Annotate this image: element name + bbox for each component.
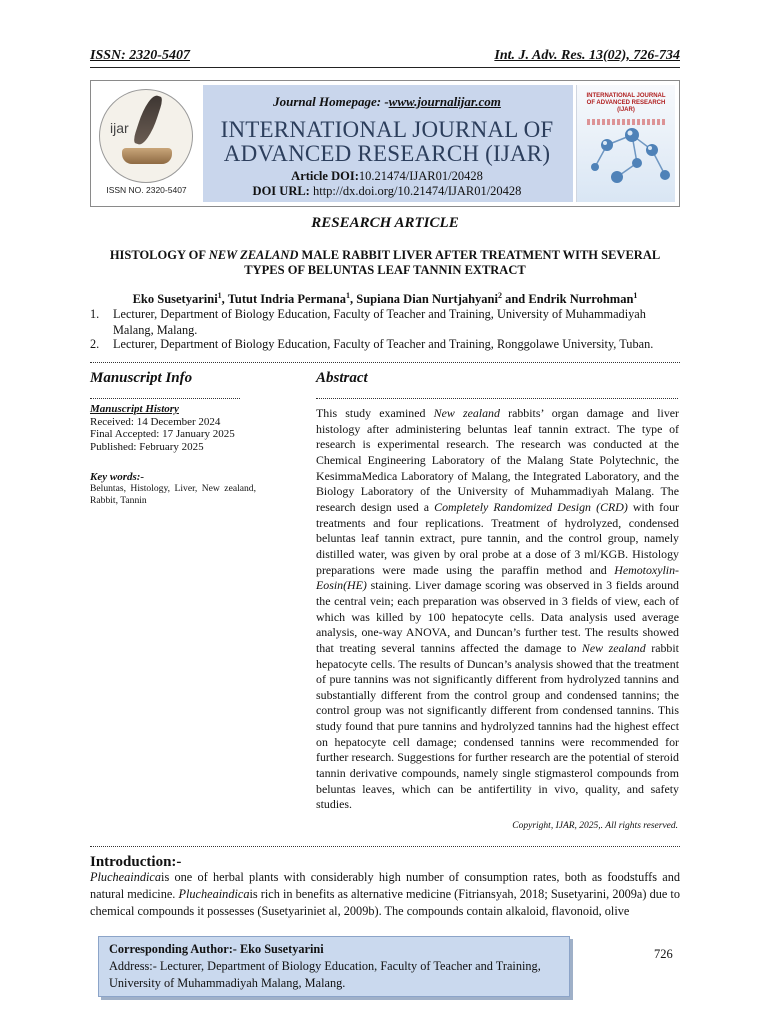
affiliation-text: Lecturer, Department of Biology Education, Faculty of Teacher and Training, Ronggolawe University, Tuban. bbox=[113, 337, 654, 351]
author: Endrik Nurrohman$^1$ bbox=[528, 291, 638, 307]
affiliation-text: Lecturer, Department of Biology Education, Faculty of Teacher and Training, University of Muhammadiyah Malang, Malang. bbox=[113, 307, 646, 337]
author: Tutut Indria Permana$^1$, bbox=[227, 291, 357, 307]
doi-label: Article DOI: bbox=[291, 169, 359, 183]
abstract-text: This study examined New zealand rabbits’ organ damage and liver histology after administering beluntas leaf tannin extract. The type of research is experimental research. The research was conducted at the Chemical Engineering Laboratory of the Malang State Polytechnic, the KesimmaMedica Laboratory of Malang, the Integrated Laboratory, and the Biology Laboratory of the University of Muhammadiyah Malang. The research design used a Completely Randomized Design (CRD) with four treatments and four replications. Treatment of hydrolyzed, condensed beluntas leaf tannin extract, pure tannin, and the control group, namely distilled water, was given by oral probe at a dose of 3 ml/KGB. Histology preparations were made using the paraffin method and Hemotoxylin-Eosin(HE) staining. Liver damage scoring was observed in 3 fields around the central vein; each preparation was observed in 3 fields of view, each of which was killed by 100 hepatocyte cells. Data analysis used average analysis, one-way ANOVA, and Duncan’s further test. The results showed that treating several tannins affected the damage to New zealand rabbit hepatocyte cells. The results of Duncan’s analysis showed that the treatment of pure tannins was not significantly different from hydrolyzed tannins and substantially different from the control group and condensed tannins; the control group was not significantly different from condensed tannins. This study found that pure tannins and hydrolyzed tannins had the highest effect on hepatocyte cell damage; condensed tannins were recommended for further research. Suggestions for further research are the potential of steroid tannin derivative compounds, namely single stigmasterol compounds from beluntas leaves, which can be antifertility in vivo, quality, and safety studies. bbox=[316, 406, 680, 812]
introduction-text: Plucheaindicais one of herbal plants with considerably high number of consumption rates, both as foodstuffs and natural medicine. Plucheaindicais rich in benefits as alternative medicine (Fitriansyah, 2018; Susetyarini, 2009a) due to chemical compounds it possesses (Susetyariniet al, 2009b). The compounds contain alkaloid, flavonoid, olive bbox=[90, 870, 680, 919]
keywords-heading: Key words:- bbox=[90, 471, 145, 483]
accepted-date: Final Accepted: 17 January 2025 bbox=[90, 428, 235, 440]
title-italic: NEW ZEALAND bbox=[208, 248, 299, 262]
journal-title-line2: ADVANCED RESEARCH (IJAR) bbox=[223, 141, 551, 166]
homepage-link[interactable]: www.journalijar.com bbox=[388, 94, 501, 109]
manuscript-info-heading: Manuscript Info bbox=[90, 370, 193, 386]
corresponding-author-heading: Corresponding Author:- Eko Susetyarini bbox=[109, 942, 324, 956]
molecule-graphic bbox=[577, 85, 675, 202]
book-icon bbox=[122, 148, 172, 164]
manuscript-history bbox=[90, 403, 260, 453]
abstract-heading: Abstract bbox=[316, 370, 368, 386]
author-list bbox=[90, 291, 680, 307]
homepage-label: Journal Homepage: - bbox=[273, 94, 389, 109]
cover-title: INTERNATIONAL JOURNAL OF ADVANCED RESEARCH (IJAR) bbox=[586, 93, 666, 113]
header-rule bbox=[90, 67, 680, 68]
corresponding-author-address: Address:- Lecturer, Department of Biology Education, Faculty of Teacher and Training, University of Muhammadiyah Malang, Malang. bbox=[109, 959, 541, 990]
journal-homepage bbox=[202, 94, 572, 110]
abstract-divider bbox=[316, 398, 678, 400]
logo-text: ijar bbox=[110, 120, 129, 136]
journal-cover-thumbnail bbox=[576, 85, 675, 202]
affiliation-number: 1. bbox=[90, 307, 100, 321]
keywords-block bbox=[90, 471, 256, 507]
copyright-notice: Copyright, IJAR, 2025,. All rights reserved. bbox=[512, 821, 678, 831]
affiliation bbox=[90, 306, 680, 338]
corresponding-author-box bbox=[98, 936, 570, 997]
doi-url-link[interactable]: http://dx.doi.org/10.21474/IJAR01/20428 bbox=[309, 184, 522, 198]
affiliation-number: 2. bbox=[90, 337, 100, 351]
page-number: 726 bbox=[654, 947, 673, 961]
paper-title bbox=[100, 248, 670, 278]
keywords-list: Beluntas, Histology, Liver, New zealand, Rabbit, Tannin bbox=[90, 483, 256, 506]
journal-logo bbox=[95, 87, 198, 201]
author: Supiana Dian Nurtjahyani$^2$ and bbox=[356, 291, 529, 307]
quill-icon bbox=[132, 93, 163, 147]
published-date: Published: February 2025 bbox=[90, 440, 204, 453]
section-divider bbox=[90, 362, 680, 364]
doi-value: 10.21474/IJAR01/20428 bbox=[358, 169, 483, 183]
logo-issn: ISSN NO. 2320-5407 bbox=[106, 185, 187, 195]
title-part2: MALE RABBIT LIVER AFTER TREATMENT WITH SEVERAL TYPES OF BELUNTAS LEAF TANNIN EXTRACT bbox=[244, 248, 661, 277]
manuscript-history-heading: Manuscript History bbox=[90, 403, 179, 415]
section-divider bbox=[90, 846, 680, 848]
doi-url-label: DOI URL: bbox=[252, 184, 310, 198]
journal-title-line1: INTERNATIONAL JOURNAL OF bbox=[220, 117, 554, 142]
doi-block bbox=[202, 169, 572, 199]
journal-citation: Int. J. Adv. Res. 13(02), 726-734 bbox=[494, 48, 680, 63]
logo-emblem bbox=[99, 89, 193, 183]
issn-label: ISSN: 2320-5407 bbox=[90, 48, 190, 63]
title-part1: HISTOLOGY OF bbox=[109, 248, 209, 262]
author: Eko Susetyarini$^1$, bbox=[132, 291, 228, 307]
manuscript-info-divider bbox=[90, 398, 240, 400]
introduction-heading: Introduction:- bbox=[90, 854, 182, 870]
article-type: RESEARCH ARTICLE bbox=[311, 215, 459, 231]
received-date: Received: 14 December 2024 bbox=[90, 415, 221, 428]
affiliation bbox=[90, 336, 680, 352]
journal-title bbox=[202, 118, 572, 166]
